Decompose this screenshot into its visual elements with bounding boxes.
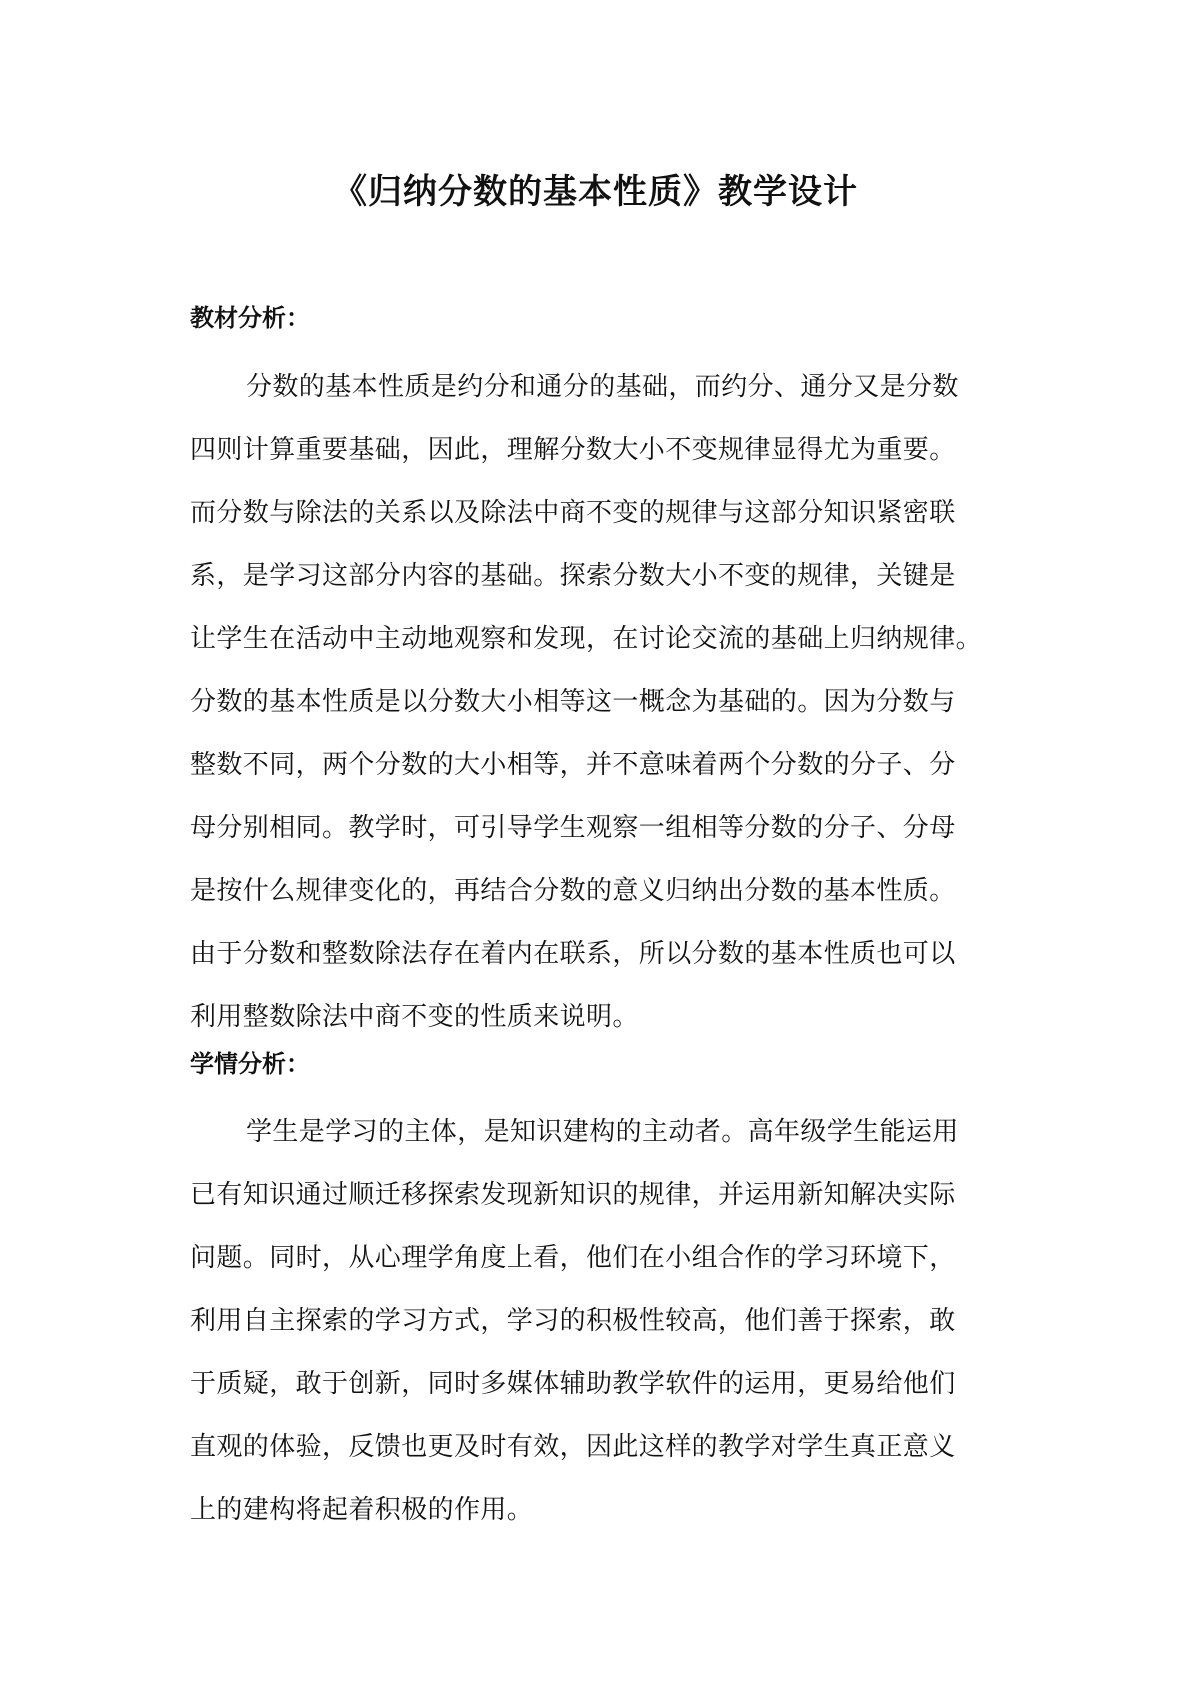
paragraph-line: 系，是学习这部分内容的基础。探索分数大小不变的规律，关键是	[190, 561, 956, 591]
paragraph-line: 让学生在活动中主动地观察和发现，在讨论交流的基础上归纳规律。	[190, 624, 983, 654]
paragraph-line: 上的建构将起着积极的作用。	[190, 1495, 534, 1525]
paragraph-line: 而分数与除法的关系以及除法中商不变的规律与这部分知识紧密联	[190, 498, 956, 528]
paragraph-line: 分数的基本性质是以分数大小相等这一概念为基础的。因为分数与	[190, 687, 956, 717]
paragraph-line: 利用整数除法中商不变的性质来说明。	[190, 1002, 639, 1032]
paragraph-line: 利用自主探索的学习方式，学习的积极性较高，他们善于探索，敢	[190, 1306, 956, 1336]
paragraph-line: 整数不同，两个分数的大小相等，并不意味着两个分数的分子、分	[190, 750, 956, 780]
section-heading-learner-analysis: 学情分析：	[190, 1050, 310, 1078]
paragraph-line: 直观的体验，反馈也更及时有效，因此这样的教学对学生真正意义	[190, 1432, 956, 1462]
learner-analysis-paragraph	[190, 1101, 1010, 1542]
section-heading-textbook-analysis: 教材分析：	[190, 304, 310, 332]
paragraph-line: 学生是学习的主体，是知识建构的主动者。高年级学生能运用	[246, 1117, 959, 1147]
paragraph-line: 已有知识通过顺迁移探索发现新知识的规律，并运用新知解决实际	[190, 1180, 956, 1210]
paragraph-line: 分数的基本性质是约分和通分的基础，而约分、通分又是分数	[246, 372, 959, 402]
paragraph-line: 由于分数和整数除法存在着内在联系，所以分数的基本性质也可以	[190, 939, 956, 969]
paragraph-line: 于质疑，敢于创新，同时多媒体辅助教学软件的运用，更易给他们	[190, 1369, 956, 1399]
paragraph-line: 是按什么规律变化的，再结合分数的意义归纳出分数的基本性质。	[190, 876, 956, 906]
document-title: 《归纳分数的基本性质》教学设计	[333, 172, 858, 212]
paragraph-line: 母分别相同。教学时，可引导学生观察一组相等分数的分子、分母	[190, 813, 956, 843]
paragraph-line: 问题。同时，从心理学角度上看，他们在小组合作的学习环境下，	[190, 1243, 956, 1273]
paragraph-line: 四则计算重要基础，因此，理解分数大小不变规律显得尤为重要。	[190, 435, 956, 465]
textbook-analysis-paragraph	[190, 356, 1010, 1049]
